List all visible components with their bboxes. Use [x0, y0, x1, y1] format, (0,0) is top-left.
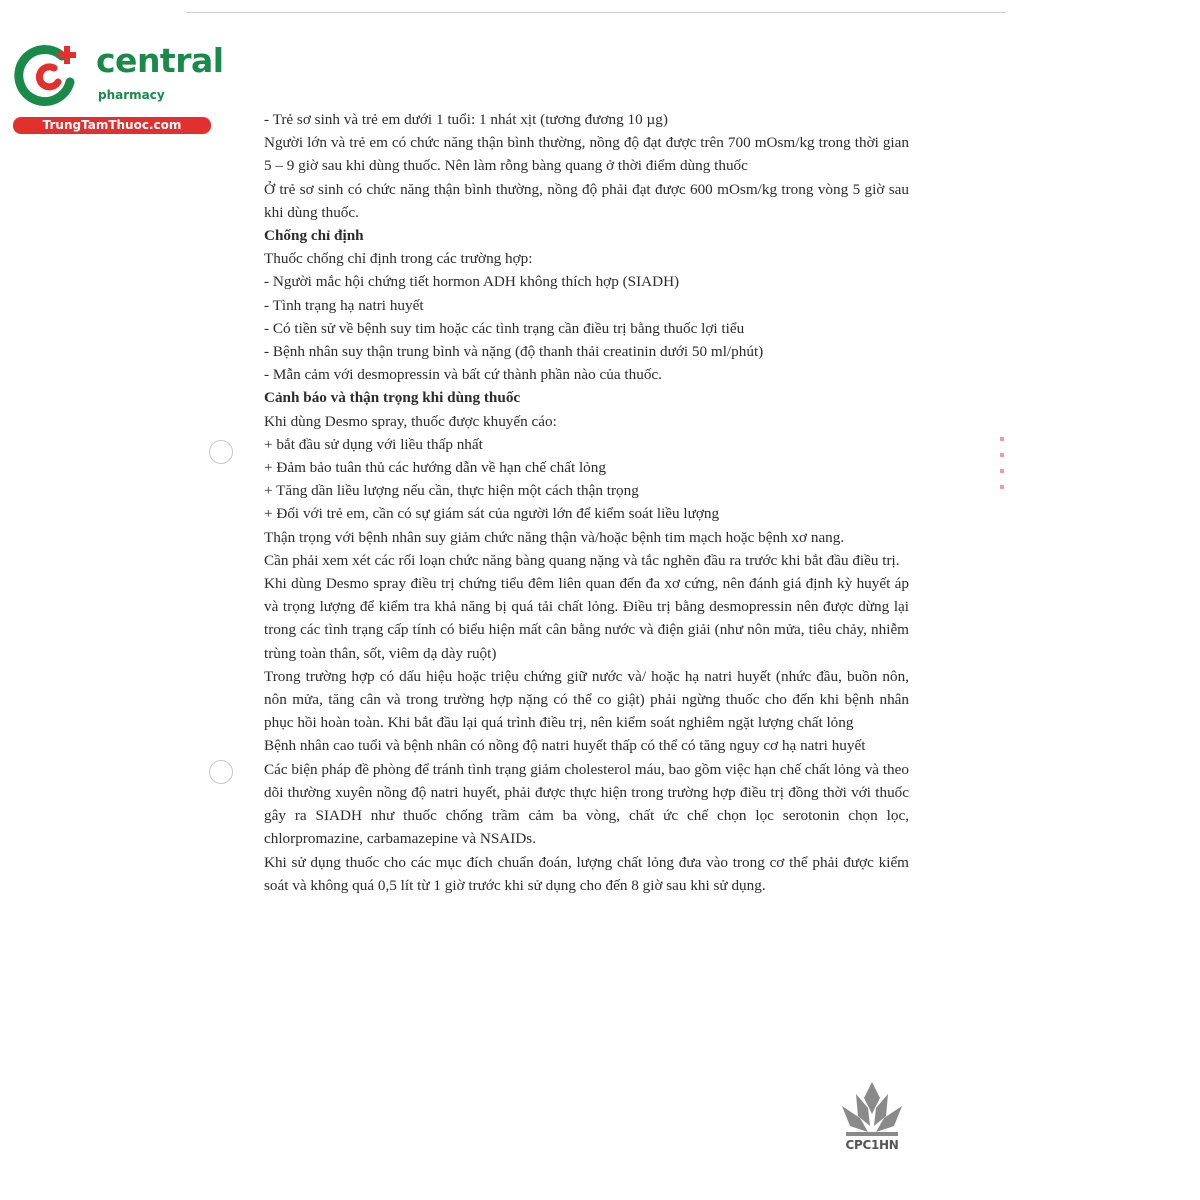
cpc1hn-logo	[836, 1080, 908, 1155]
section-heading: Cảnh báo và thận trọng khi dùng thuốc	[264, 389, 521, 407]
pharmacy-cross-icon	[10, 38, 82, 110]
central-pharmacy-logo[interactable]	[10, 38, 224, 138]
document-paragraph: - Bệnh nhân suy thận trung bình và nặng (độ thanh thải creatinin dưới 50 ml/phút)	[264, 343, 764, 361]
edge-marks	[1000, 437, 1006, 507]
document-paragraph: - Có tiền sử về bệnh suy tim hoặc các tình trạng cần điều trị bằng thuốc lợi tiểu	[264, 319, 745, 337]
lotus-icon	[836, 1080, 908, 1138]
cpc1hn-text: CPC1HN	[845, 1138, 899, 1152]
document-paragraph: - Tình trạng hạ natri huyết	[264, 296, 424, 314]
logo-brand-name: central	[96, 41, 224, 80]
document-paragraph: + Tăng dần liều lượng nếu cần, thực hiện một cách thận trọng	[264, 482, 639, 500]
document-paragraph: + Đối với trẻ em, cần có sự giám sát của người lớn để kiểm soát liều lượng	[264, 505, 720, 523]
document-paragraph: Thận trọng với bệnh nhân suy giảm chức năng thận và/hoặc bệnh tim mạch hoặc bệnh xơ nang.	[264, 528, 845, 546]
document-paragraph: Bệnh nhân cao tuổi và bệnh nhân có nồng độ natri huyết thấp có thể có tăng nguy cơ hạ natri huyết	[264, 737, 866, 755]
document-paragraph: Thuốc chống chỉ định trong các trường hợp:	[264, 250, 533, 268]
document-paragraph: Cần phải xem xét các rối loạn chức năng bàng quang nặng và tắc nghẽn đầu ra trước khi bắt đầu điều trị.	[264, 551, 900, 569]
document-paragraph: Khi dùng Desmo spray điều trị chứng tiểu đêm liên quan đến đa xơ cứng, nên đánh giá định kỳ huyết áp và trọng lượng để kiểm tra khả năng bị quá tải chất lỏng. Điều trị bằng desmopressin nên được dừng lại trong các tình trạng cấp tính có biểu hiện mất cân bằng nước và điện giải (như nôn mửa, tiêu chảy, nhiễm trùng toàn thân, sốt, viêm dạ dày ruột)	[264, 575, 909, 662]
document-paragraph: Khi sử dụng thuốc cho các mục đích chuẩn đoán, lượng chất lỏng đưa vào trong cơ thể phải được kiểm soát và không quá 0,5 lít từ 1 giờ trước khi sử dụng cho đến 8 giờ sau khi sử dụng.	[264, 853, 909, 894]
document-paragraph: + bắt đầu sử dụng với liều thấp nhất	[264, 435, 483, 453]
document-paragraph: - Người mắc hội chứng tiết hormon ADH không thích hợp (SIADH)	[264, 273, 680, 291]
document-paragraph: Khi dùng Desmo spray, thuốc được khuyến cáo:	[264, 412, 557, 430]
logo-website[interactable]: TrungTamThuoc.com	[13, 117, 211, 134]
scan-edge-line	[186, 12, 1006, 13]
document-paragraph: Trong trường hợp có dấu hiệu hoặc triệu chứng giữ nước và/ hoặc hạ natri huyết (nhức đầu, buồn nôn, nôn mửa, tăng cân và trong trường hợp nặng có thể co giật) phải ngừng thuốc cho đến khi bệnh nhân phục hồi hoàn toàn. Khi bắt đầu lại quá trình điều trị, nên kiểm soát nghiêm ngặt lượng chất lỏng	[264, 667, 909, 732]
section-heading: Chống chỉ định	[264, 227, 364, 245]
punch-hole	[209, 440, 233, 464]
punch-hole	[209, 760, 233, 784]
document-paragraph: - Trẻ sơ sinh và trẻ em dưới 1 tuổi: 1 nhát xịt (tương đương 10 µg)	[264, 111, 668, 128]
document-paragraph: Các biện pháp đề phòng để tránh tình trạng giảm cholesterol máu, bao gồm việc hạn chế chất lỏng và theo dõi thường xuyên nồng độ natri huyết, phải được thực hiện trong trường hợp điều trị đồng thời với thuốc gây ra SIADH như thuốc chống trầm cảm ba vòng, chất ức chế chọn lọc serotonin chọn lọc, chlorpromazine, carbamazepine và NSAIDs.	[264, 760, 909, 848]
document-body	[264, 108, 909, 897]
document-paragraph: - Mẫn cảm với desmopressin và bất cứ thành phần nào của thuốc.	[264, 366, 662, 384]
logo-subtitle: pharmacy	[98, 88, 165, 102]
document-paragraph: Ở trẻ sơ sinh có chức năng thận bình thường, nồng độ phải đạt được 600 mOsm/kg trong vòng 5 giờ sau khi dùng thuốc.	[264, 180, 909, 221]
document-paragraph: Người lớn và trẻ em có chức năng thận bình thường, nồng độ đạt được trên 700 mOsm/kg trong thời gian 5 – 9 giờ sau khi dùng thuốc. Nên làm rỗng bàng quang ở thời điểm dùng thuốc	[264, 134, 909, 175]
document-paragraph: + Đảm bảo tuân thủ các hướng dẫn về hạn chế chất lỏng	[264, 459, 606, 477]
